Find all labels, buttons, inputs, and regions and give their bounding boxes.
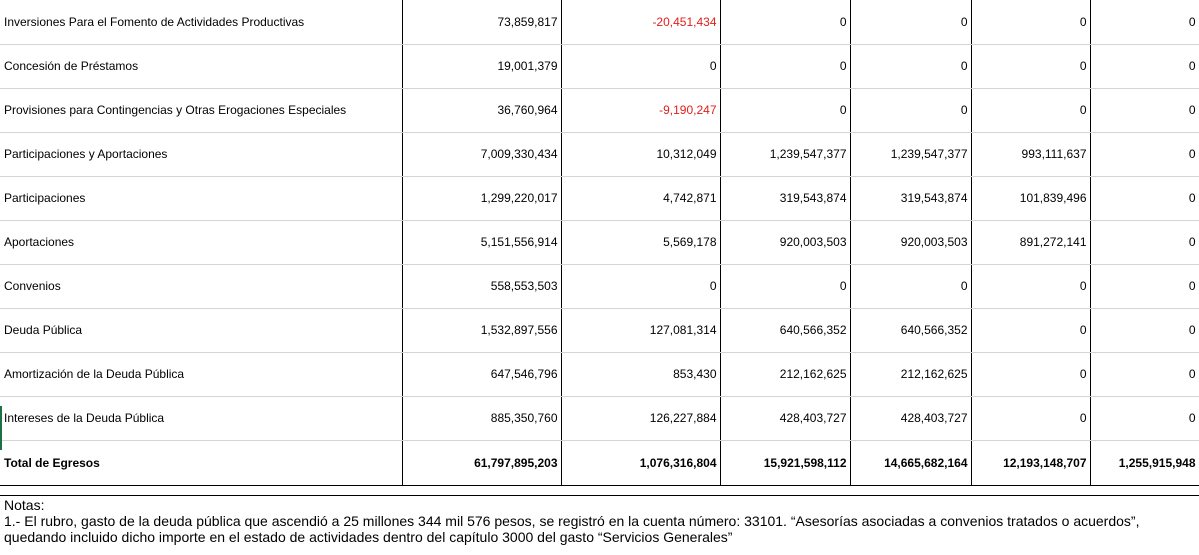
value-cell-2[interactable]: -9,190,247 [561,88,720,132]
value-cell-2[interactable]: 0 [561,264,720,308]
value-cell-5[interactable]: 0 [971,396,1090,440]
value-cell-5[interactable]: 0 [971,0,1090,44]
table-row [0,176,1199,220]
total-value-cell-6[interactable]: 1,255,915,948 [1090,440,1199,485]
row-label-cell[interactable]: Inversiones Para el Fomento de Actividades Productivas [0,0,402,44]
value-cell-2[interactable]: 5,569,178 [561,220,720,264]
value-cell-5[interactable]: 993,111,637 [971,132,1090,176]
value-cell-3[interactable]: 1,239,547,377 [720,132,850,176]
row-label-cell[interactable]: Intereses de la Deuda Pública [0,396,402,440]
value-cell-4[interactable]: 212,162,625 [850,352,971,396]
total-label-cell[interactable]: Total de Egresos [0,440,402,485]
table-row [0,308,1199,352]
row-label-cell[interactable]: Provisiones para Contingencias y Otras Erogaciones Especiales [0,88,402,132]
total-value-cell-5[interactable]: 12,193,148,707 [971,440,1090,485]
value-cell-2[interactable]: -20,451,434 [561,0,720,44]
row-label-cell[interactable]: Deuda Pública [0,308,402,352]
table-row [0,396,1199,440]
table-row [0,88,1199,132]
value-cell-5[interactable]: 0 [971,352,1090,396]
row-label-cell[interactable]: Participaciones y Aportaciones [0,132,402,176]
total-row [0,440,1199,485]
value-cell-3[interactable]: 0 [720,44,850,88]
value-cell-4[interactable]: 1,239,547,377 [850,132,971,176]
value-cell-6[interactable]: 0 [1090,220,1199,264]
value-cell-2[interactable]: 853,430 [561,352,720,396]
notes-line-2: quedando incluido dicho importe en el estado de actividades dentro del capítulo 3000 del gasto “Servicios Generales” [4,529,733,545]
value-cell-1[interactable]: 1,299,220,017 [402,176,561,220]
total-value-cell-1[interactable]: 61,797,895,203 [402,440,561,485]
value-cell-6[interactable]: 0 [1090,396,1199,440]
value-cell-2[interactable]: 0 [561,44,720,88]
value-cell-5[interactable]: 0 [971,308,1090,352]
value-cell-2[interactable]: 4,742,871 [561,176,720,220]
notes-divider [0,495,1199,496]
value-cell-4[interactable]: 640,566,352 [850,308,971,352]
row-label-cell[interactable]: Participaciones [0,176,402,220]
value-cell-4[interactable]: 0 [850,88,971,132]
total-value-cell-3[interactable]: 15,921,598,112 [720,440,850,485]
value-cell-5[interactable]: 0 [971,264,1090,308]
value-cell-4[interactable]: 0 [850,44,971,88]
value-cell-1[interactable]: 73,859,817 [402,0,561,44]
notes-section [4,497,1196,545]
value-cell-1[interactable]: 1,532,897,556 [402,308,561,352]
row-label-cell[interactable]: Aportaciones [0,220,402,264]
value-cell-6[interactable]: 0 [1090,264,1199,308]
value-cell-4[interactable]: 0 [850,264,971,308]
value-cell-1[interactable]: 19,001,379 [402,44,561,88]
active-row-marker [0,406,2,450]
value-cell-5[interactable]: 0 [971,44,1090,88]
value-cell-6[interactable]: 0 [1090,176,1199,220]
table-row [0,352,1199,396]
notes-title: Notas: [4,497,45,513]
value-cell-3[interactable]: 640,566,352 [720,308,850,352]
value-cell-3[interactable]: 0 [720,88,850,132]
value-cell-4[interactable]: 319,543,874 [850,176,971,220]
row-label-cell[interactable]: Amortización de la Deuda Pública [0,352,402,396]
value-cell-3[interactable]: 0 [720,264,850,308]
value-cell-2[interactable]: 126,227,884 [561,396,720,440]
table-row [0,0,1199,44]
value-cell-5[interactable]: 0 [971,88,1090,132]
value-cell-4[interactable]: 0 [850,0,971,44]
notes-line-1: 1.- El rubro, gasto de la deuda pública que ascendió a 25 millones 344 mil 576 pesos, se registró en la cuenta número: 33101. “Asesorías asociadas a convenios tratados o acuerdos”, [4,513,1140,529]
value-cell-1[interactable]: 7,009,330,434 [402,132,561,176]
value-cell-4[interactable]: 428,403,727 [850,396,971,440]
value-cell-2[interactable]: 10,312,049 [561,132,720,176]
row-label-cell[interactable]: Concesión de Préstamos [0,44,402,88]
value-cell-1[interactable]: 36,760,964 [402,88,561,132]
value-cell-6[interactable]: 0 [1090,0,1199,44]
value-cell-6[interactable]: 0 [1090,88,1199,132]
value-cell-3[interactable]: 0 [720,0,850,44]
value-cell-6[interactable]: 0 [1090,132,1199,176]
value-cell-4[interactable]: 920,003,503 [850,220,971,264]
value-cell-1[interactable]: 558,553,503 [402,264,561,308]
value-cell-3[interactable]: 920,003,503 [720,220,850,264]
value-cell-3[interactable]: 428,403,727 [720,396,850,440]
value-cell-1[interactable]: 885,350,760 [402,396,561,440]
value-cell-3[interactable]: 212,162,625 [720,352,850,396]
value-cell-6[interactable]: 0 [1090,352,1199,396]
value-cell-2[interactable]: 127,081,314 [561,308,720,352]
row-label-cell[interactable]: Convenios [0,264,402,308]
table-row [0,44,1199,88]
value-cell-5[interactable]: 101,839,496 [971,176,1090,220]
total-value-cell-2[interactable]: 1,076,316,804 [561,440,720,485]
value-cell-1[interactable]: 647,546,796 [402,352,561,396]
value-cell-1[interactable]: 5,151,556,914 [402,220,561,264]
value-cell-6[interactable]: 0 [1090,44,1199,88]
value-cell-6[interactable]: 0 [1090,308,1199,352]
table-row [0,264,1199,308]
total-value-cell-4[interactable]: 14,665,682,164 [850,440,971,485]
value-cell-3[interactable]: 319,543,874 [720,176,850,220]
table-row [0,132,1199,176]
value-cell-5[interactable]: 891,272,141 [971,220,1090,264]
table-row [0,220,1199,264]
